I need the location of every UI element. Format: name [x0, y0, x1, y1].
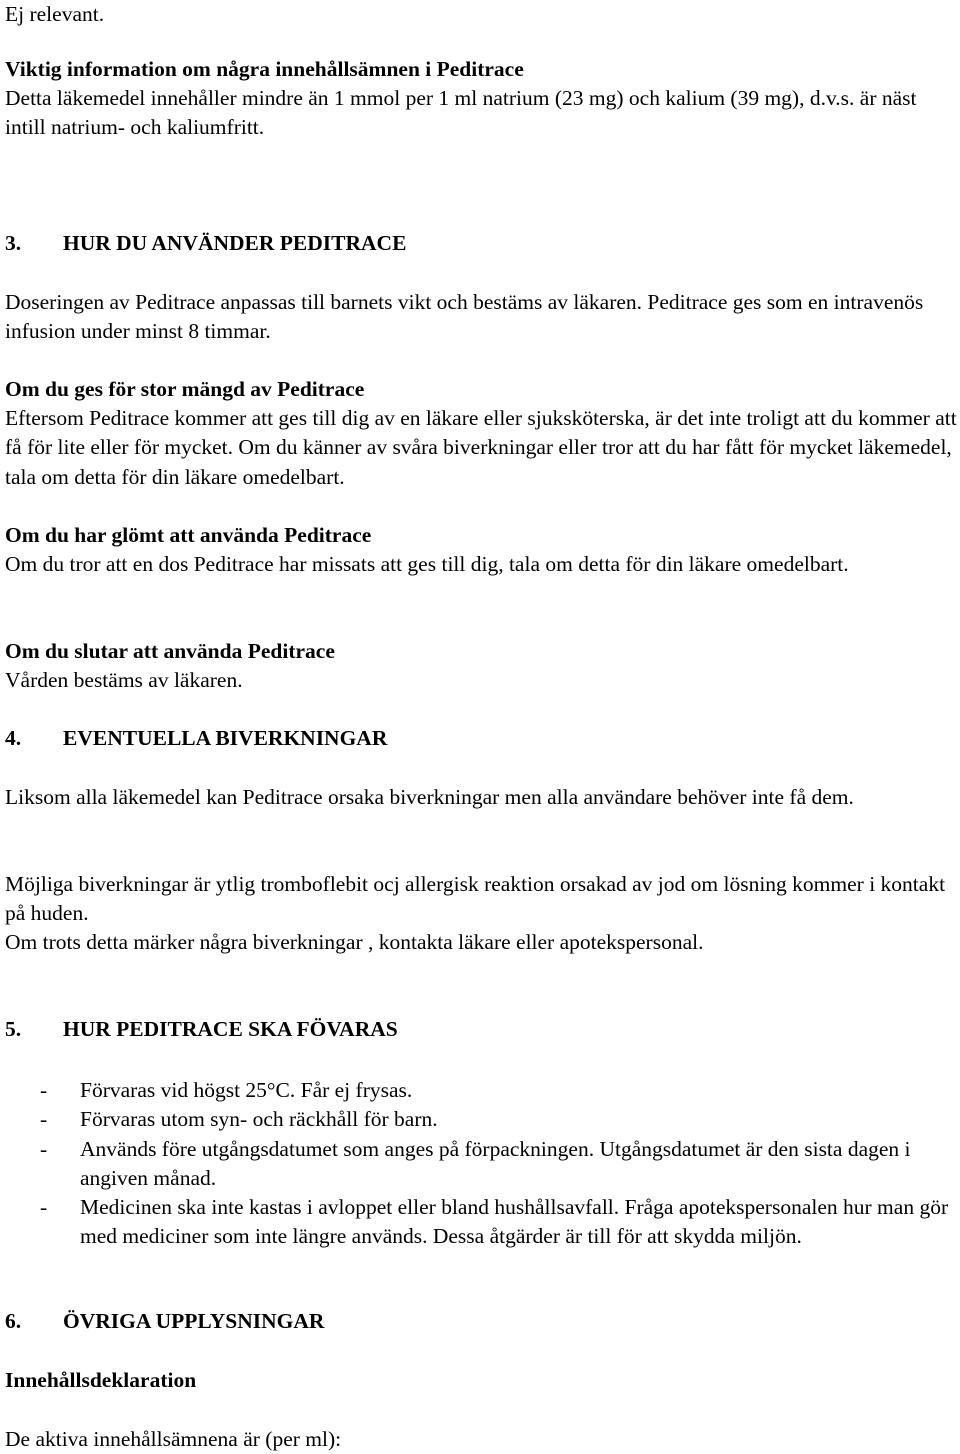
overdose-title: Om du ges för stor mängd av Peditrace: [5, 377, 365, 401]
section3-heading: [5, 229, 957, 258]
section5-number: 5.: [5, 1017, 22, 1041]
important-info-title: Viktig information om några innehållsämnen i Peditrace: [5, 57, 524, 81]
section4-heading: [5, 724, 957, 753]
section4-para2: Möjliga biverkningar är ytlig tromboflebit ocj allergisk reaktion orsakad av jod om lösning kommer i kontakt på huden.: [5, 872, 946, 926]
list-item-text: Medicinen ska inte kastas i avloppet eller bland hushållsavfall. Fråga apotekspersonalen hur man gör med mediciner som inte längre används. Dessa åtgärder är till för att skydda miljön.: [80, 1195, 949, 1249]
list-item: [5, 1076, 957, 1105]
section4-para1: Liksom alla läkemedel kan Peditrace orsaka biverkningar men alla användare behöver inte få dem.: [5, 785, 854, 809]
intro-text: Ej relevant.: [5, 2, 105, 26]
section4-title: EVENTUELLA BIVERKNINGAR: [63, 726, 388, 750]
important-info-body: Detta läkemedel innehåller mindre än 1 mmol per 1 ml natrium (23 mg) och kalium (39 mg), d.v.s. är näst intill natrium- och kaliumfritt.: [5, 86, 917, 140]
bullet-dash: -: [40, 1136, 48, 1161]
section3-number: 3.: [5, 231, 22, 255]
missed-dose-body: Om du tror att en dos Peditrace har missats att ges till dig, tala om detta för din läkare omedelbart.: [5, 552, 849, 576]
section5-heading: [5, 1015, 957, 1044]
section4-para3: Om trots detta märker några biverkningar , kontakta läkare eller apotekspersonal.: [5, 930, 704, 954]
section6-number: 6.: [5, 1309, 22, 1333]
section3-title: HUR DU ANVÄNDER PEDITRACE: [63, 231, 407, 255]
list-item-text: Förvaras utom syn- och räckhåll för barn.: [80, 1107, 438, 1132]
section3-body: Doseringen av Peditrace anpassas till barnets vikt och bestäms av läkaren. Peditrace ges som en intravenös infusion under minst 8 timmar.: [5, 290, 924, 344]
section5-title: HUR PEDITRACE SKA FÖVARAS: [63, 1017, 398, 1041]
list-item: [5, 1105, 957, 1134]
section6-title: ÖVRIGA UPPLYSNINGAR: [63, 1309, 325, 1333]
list-item: [5, 1135, 957, 1194]
stop-use-title: Om du slutar att använda Peditrace: [5, 639, 335, 663]
missed-dose-title: Om du har glömt att använda Peditrace: [5, 523, 372, 547]
list-item-text: Används före utgångsdatumet som anges på förpackningen. Utgångsdatumet är den sista dagen i angiven månad.: [80, 1136, 911, 1190]
section4-number: 4.: [5, 726, 22, 750]
storage-list: [5, 1076, 957, 1252]
list-item: [5, 1193, 957, 1252]
bullet-dash: -: [40, 1078, 48, 1102]
bullet-dash: -: [40, 1107, 48, 1132]
active-ingredients-intro: De aktiva innehållsämnena är (per ml):: [5, 1427, 342, 1451]
list-item-text: Förvaras vid högst 25°C. Får ej frysas.: [80, 1078, 413, 1102]
contents-declaration-title: Innehållsdeklaration: [5, 1368, 197, 1392]
overdose-body: Eftersom Peditrace kommer att ges till dig av en läkare eller sjuksköterska, är det inte troligt att du kommer att få för lite eller för mycket. Om du känner av svåra biverkningar eller tror att du har fått för mycket läkemedel, tala om detta för din läkare omedelbart.: [5, 406, 957, 489]
section6-heading: [5, 1307, 957, 1336]
bullet-dash: -: [40, 1195, 48, 1220]
stop-use-body: Vården bestäms av läkaren.: [5, 668, 243, 692]
